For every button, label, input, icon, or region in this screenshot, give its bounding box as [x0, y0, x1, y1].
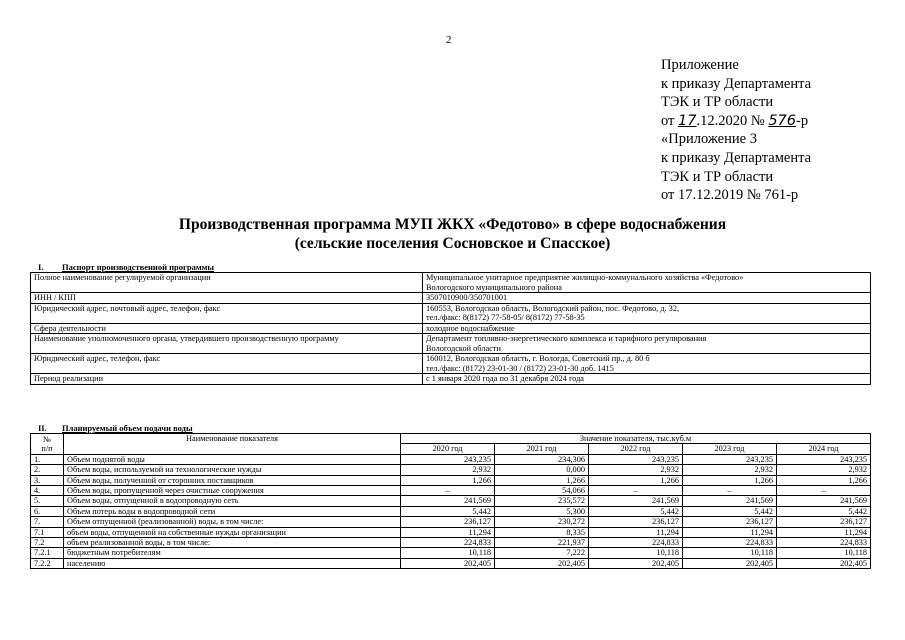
- table-row: [31, 538, 871, 548]
- value-cell: 224,833: [777, 538, 871, 548]
- header-year: 2023 год: [683, 444, 777, 454]
- passport-row: [31, 323, 871, 334]
- value-cell: 243,235: [401, 454, 495, 464]
- title-line-1: Производственная программа МУП ЖКХ «Федотово» в сфере водоснабжения: [178, 216, 727, 233]
- indicator-name: Объем воды, отпущенной в водопроводную сеть: [64, 496, 401, 506]
- table-row: [31, 506, 871, 516]
- passport-label: Юридический адрес, почтовый адрес, телефон, факс: [31, 303, 423, 323]
- passport-value-line: 160553, Вологодская область, Вологодский район, пос. Федотово, д. 32,: [426, 303, 680, 313]
- passport-value-line: Муниципальное унитарное предприятие жилищно-коммунального хозяйства «Федотово»: [426, 273, 744, 282]
- indicator-name: Объем воды, полученной от сторонних поставщиков: [64, 475, 401, 485]
- passport-label: Сфера деятельности: [31, 323, 423, 334]
- header-year: 2022 год: [589, 444, 683, 454]
- passport-value: [423, 334, 871, 354]
- passport-value-line: тел./факс: (8172) 23-01-30 / (8172) 23-01-30 доб. 1415: [426, 363, 614, 373]
- header-year: 2020 год: [401, 444, 495, 454]
- order-date-middle: .12.2020 №: [696, 112, 769, 129]
- value-cell: 8,335: [495, 527, 589, 537]
- value-cell: 243,235: [589, 454, 683, 464]
- value-cell: 202,405: [589, 558, 683, 568]
- value-cell: 0,000: [495, 465, 589, 475]
- passport-row: [31, 293, 871, 304]
- value-cell: 1,266: [777, 475, 871, 485]
- value-cell: –: [401, 486, 495, 496]
- value-cell: 5,300: [495, 506, 589, 516]
- document-title: [0, 215, 905, 253]
- passport-value-line: с 1 января 2020 года по 31 декабря 2024 года: [426, 374, 584, 383]
- appendix-line: к приказу Департамента: [661, 149, 812, 166]
- value-cell: 10,118: [589, 548, 683, 558]
- header-year: 2024 год: [777, 444, 871, 454]
- appendix-line: ТЭК и ТР области: [661, 94, 774, 111]
- value-cell: 202,405: [495, 558, 589, 568]
- order-suffix: -р: [796, 112, 809, 129]
- indicator-name: населению: [64, 558, 401, 568]
- row-number: 6.: [31, 506, 64, 516]
- value-cell: 5,442: [683, 506, 777, 516]
- row-number: 5.: [31, 496, 64, 506]
- passport-value-line: 160012, Вологодская область, г. Вологда, Советский пр., д. 80 б: [426, 354, 650, 363]
- handwritten-day: 17: [678, 112, 697, 129]
- handwritten-number: 576: [768, 112, 797, 129]
- section-title: Паспорт производственной программы: [62, 262, 215, 272]
- appendix-header: [661, 56, 811, 205]
- passport-value-line: Вологодской области: [426, 343, 501, 353]
- value-cell: 11,294: [777, 527, 871, 537]
- passport-value-line: Вологодского муниципального района: [426, 282, 562, 292]
- header-num: № п/п: [31, 434, 64, 455]
- indicator-name: Объем потерь воды в водопроводной сети: [64, 506, 401, 516]
- value-cell: 241,569: [777, 496, 871, 506]
- passport-value-line: 3507010900/350701001: [426, 293, 508, 302]
- appendix-line: Приложение: [661, 57, 739, 73]
- value-cell: 2,932: [683, 465, 777, 475]
- value-cell: 202,405: [401, 558, 495, 568]
- value-cell: 236,127: [589, 517, 683, 527]
- section-heading-passport: [38, 262, 214, 272]
- value-cell: 11,294: [589, 527, 683, 537]
- value-cell: 243,235: [683, 454, 777, 464]
- row-number: 1.: [31, 454, 64, 464]
- row-number: 3.: [31, 475, 64, 485]
- passport-row: [31, 354, 871, 374]
- header-year: 2021 год: [495, 444, 589, 454]
- value-cell: 241,569: [683, 496, 777, 506]
- value-cell: 224,833: [683, 538, 777, 548]
- value-cell: 224,833: [589, 538, 683, 548]
- value-cell: 243,235: [777, 454, 871, 464]
- appendix-line: ТЭК и ТР области: [661, 168, 774, 185]
- indicator-name: Объем поднятой воды: [64, 454, 401, 464]
- passport-label: Полное наименование регулируемой организации: [31, 273, 423, 293]
- value-cell: 5,442: [777, 506, 871, 516]
- passport-label: Наименование уполномоченного органа, утвердившего производственную программу: [31, 334, 423, 354]
- value-cell: 1,266: [401, 475, 495, 485]
- page-number: 2: [446, 34, 452, 46]
- table-row: [31, 496, 871, 506]
- value-cell: 10,118: [683, 548, 777, 558]
- value-cell: 236,127: [683, 517, 777, 527]
- passport-value: [423, 273, 871, 293]
- table-row: [31, 475, 871, 485]
- value-cell: 230,272: [495, 517, 589, 527]
- indicator-name: объем реализованной воды, в том числе:: [64, 538, 401, 548]
- title-line-2: (сельские поселения Сосновское и Спасское): [294, 235, 611, 252]
- passport-row: [31, 334, 871, 354]
- passport-row: [31, 303, 871, 323]
- passport-value: [423, 354, 871, 374]
- value-cell: 202,405: [777, 558, 871, 568]
- passport-row: [31, 273, 871, 293]
- passport-label: Юридический адрес, телефон, факс: [31, 354, 423, 374]
- value-cell: 1,266: [495, 475, 589, 485]
- value-cell: –: [777, 486, 871, 496]
- value-cell: 2,932: [589, 465, 683, 475]
- value-cell: 1,266: [683, 475, 777, 485]
- header-value-group: Значение показателя, тыс.куб.м: [401, 434, 871, 444]
- value-cell: 5,442: [401, 506, 495, 516]
- value-cell: 1,266: [589, 475, 683, 485]
- value-cell: 236,127: [777, 517, 871, 527]
- table-row: [31, 454, 871, 464]
- passport-value: [423, 374, 871, 385]
- value-cell: –: [683, 486, 777, 496]
- section-number: II.: [38, 423, 47, 433]
- value-cell: 235,572: [495, 496, 589, 506]
- passport-label: ИНН / КПП: [31, 293, 423, 304]
- row-number: 4.: [31, 486, 64, 496]
- passport-value-line: холодное водоснабжение: [426, 323, 515, 333]
- section-title: Планируемый объем подачи воды: [62, 423, 193, 433]
- table-row: [31, 527, 871, 537]
- value-cell: 10,118: [777, 548, 871, 558]
- passport-value: [423, 323, 871, 334]
- indicator-name: Объем воды, пропущенной через очистные сооружения: [64, 486, 401, 496]
- order-prefix: от: [661, 112, 679, 129]
- value-cell: 241,569: [401, 496, 495, 506]
- section-heading-water-volume: [38, 423, 193, 433]
- appendix-line: к приказу Департамента: [661, 75, 812, 92]
- value-cell: 2,932: [777, 465, 871, 475]
- value-cell: 234,306: [495, 454, 589, 464]
- value-cell: 10,118: [401, 548, 495, 558]
- passport-value-line: Департамент топливно-энергетического комплекса и тарифного регулирования: [426, 334, 707, 343]
- passport-value: [423, 303, 871, 323]
- passport-row: [31, 374, 871, 385]
- row-number: 7.1: [31, 527, 64, 537]
- passport-table: [30, 272, 871, 385]
- value-cell: –: [589, 486, 683, 496]
- passport-value: [423, 293, 871, 304]
- row-number: 7.2.2: [31, 558, 64, 568]
- indicator-name: Объем отпущенной (реализованной) воды, в том числе:: [64, 517, 401, 527]
- value-cell: 236,127: [401, 517, 495, 527]
- value-cell: 202,405: [683, 558, 777, 568]
- value-cell: 7,222: [495, 548, 589, 558]
- appendix-line: от 17.12.2019 № 761-р: [661, 187, 799, 204]
- table-row: [31, 558, 871, 568]
- value-cell: 221,937: [495, 538, 589, 548]
- table-row: [31, 548, 871, 558]
- value-cell: 54,066: [495, 486, 589, 496]
- value-cell: 5,442: [589, 506, 683, 516]
- passport-label: Период реализации: [31, 374, 423, 385]
- table-row: [31, 465, 871, 475]
- indicator-name: бюджетным потребителям: [64, 548, 401, 558]
- value-cell: 224,833: [401, 538, 495, 548]
- water-volume-table: [30, 433, 871, 569]
- table-row: [31, 517, 871, 527]
- header-indicator-name: Наименование показателя: [64, 434, 401, 455]
- passport-value-line: тел./факс: 8(8172) 77-58-05/ 8(8172) 77-58-35: [426, 313, 585, 322]
- table-row: [31, 486, 871, 496]
- indicator-name: объем воды, отпущенной на собственные нужды организации: [64, 527, 401, 537]
- value-cell: 11,294: [401, 527, 495, 537]
- row-number: 2.: [31, 465, 64, 475]
- appendix-order-line: [661, 112, 811, 131]
- value-cell: 11,294: [683, 527, 777, 537]
- row-number: 7.2: [31, 538, 64, 548]
- row-number: 7.: [31, 517, 64, 527]
- indicator-name: Объем воды, используемой на технологические нужды: [64, 465, 401, 475]
- appendix-line: «Приложение 3: [661, 131, 757, 148]
- row-number: 7.2.1: [31, 548, 64, 558]
- section-number: I.: [38, 262, 44, 272]
- value-cell: 241,569: [589, 496, 683, 506]
- value-cell: 2,932: [401, 465, 495, 475]
